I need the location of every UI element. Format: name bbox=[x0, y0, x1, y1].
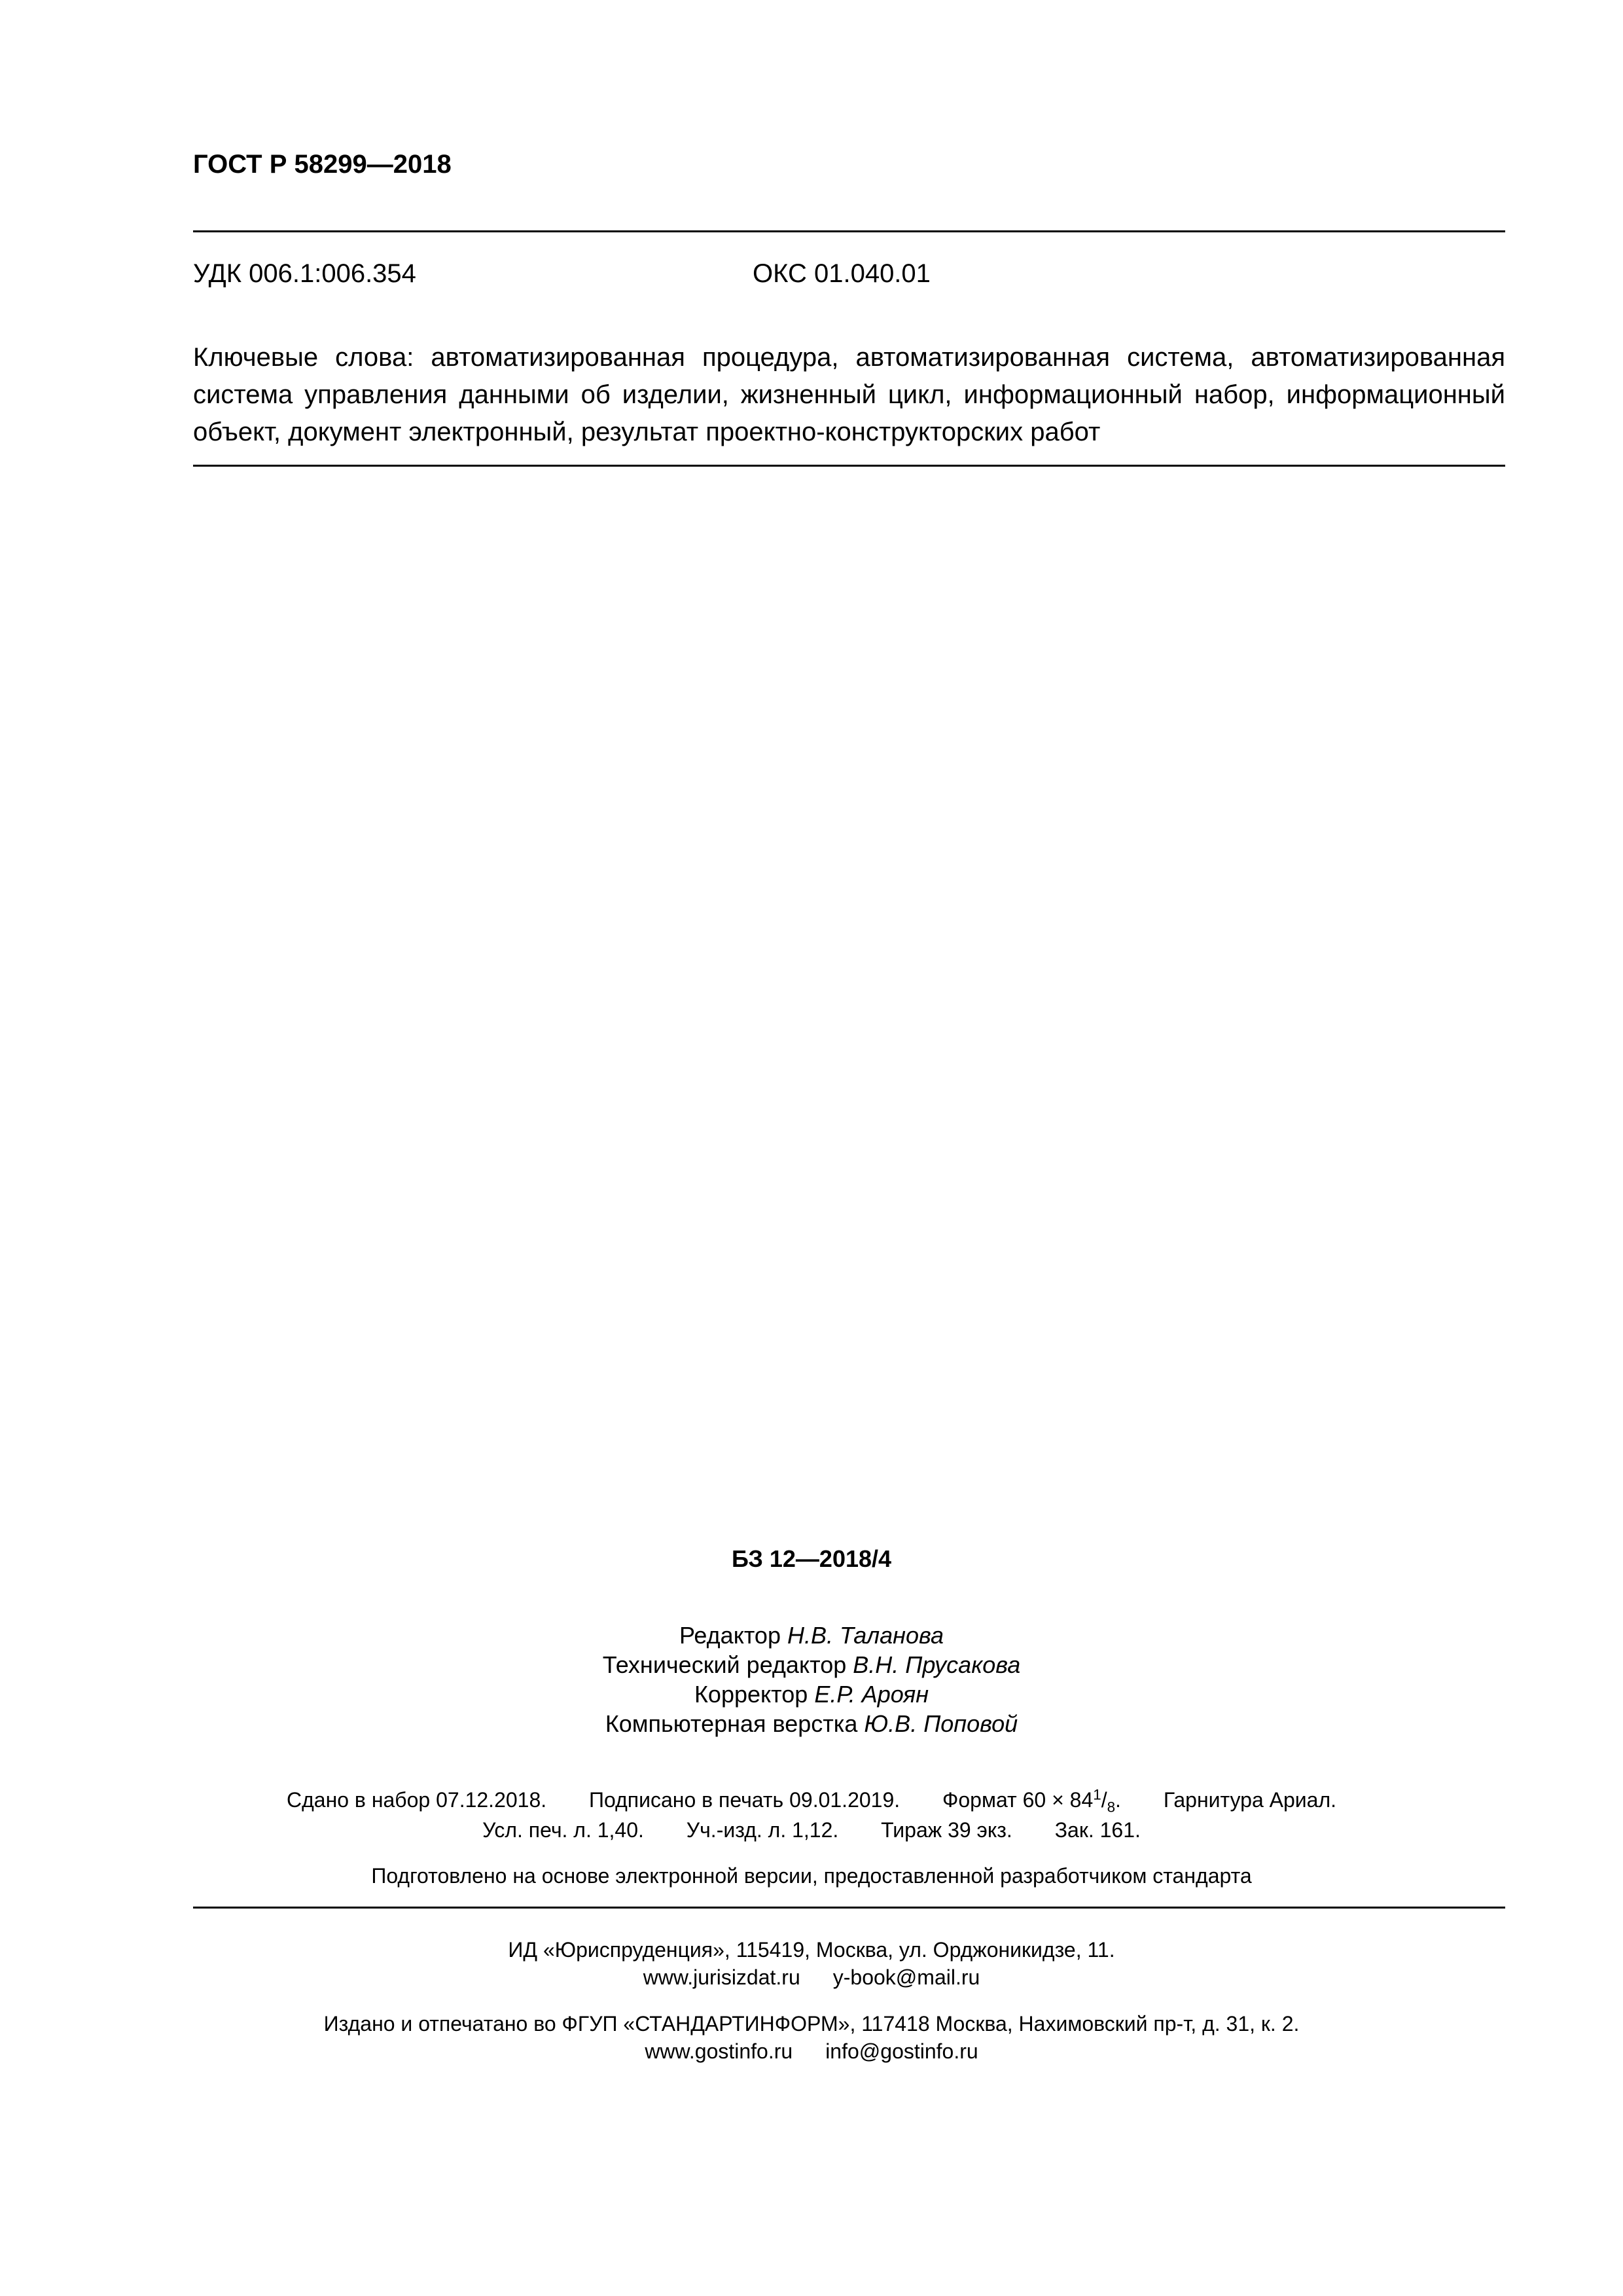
printer-website-link[interactable]: www.gostinfo.ru bbox=[645, 2039, 793, 2063]
oks-code: ОКС 01.040.01 bbox=[753, 259, 931, 288]
publisher-website-link[interactable]: www.jurisizdat.ru bbox=[643, 1965, 800, 1989]
publisher-address: ИД «Юриспруденция», 115419, Москва, ул. Орджоникидзе, 11. bbox=[508, 1938, 1115, 1962]
signed-date: Подписано в печать 09.01.2019. bbox=[589, 1788, 901, 1812]
print-sheets: Усл. печ. л. 1,40. bbox=[482, 1818, 644, 1842]
bz-number: БЗ 12—2018/4 bbox=[731, 1545, 892, 1572]
prepared-note: Подготовлено на основе электронной версии, предоставленной разработчиком стандарта bbox=[371, 1864, 1252, 1888]
credit-name: В.Н. Прусакова bbox=[853, 1651, 1021, 1678]
publishing-sheets: Уч.-изд. л. 1,12. bbox=[686, 1818, 839, 1842]
page-format: Формат $60 \times 84^1/_8$. bbox=[942, 1786, 1121, 1816]
credit-role: Редактор bbox=[679, 1622, 781, 1649]
printer-address: Издано и отпечатано во ФГУП «СТАНДАРТИНФОРМ», 117418 Москва, Нахимовский пр-т, д. 31, к. 2. bbox=[323, 2012, 1300, 2036]
print-details-line-2 bbox=[0, 1816, 1623, 1844]
credit-role: Корректор bbox=[694, 1681, 808, 1708]
imprint-divider bbox=[193, 1907, 1505, 1909]
publisher-email-link[interactable]: y-book@mail.ru bbox=[832, 1965, 980, 1989]
top-divider bbox=[193, 230, 1505, 232]
submitted-date: Сдано в набор 07.12.2018. bbox=[286, 1788, 547, 1812]
keywords-divider bbox=[193, 465, 1505, 467]
typeface: Гарнитура Ариал. bbox=[1163, 1788, 1337, 1812]
print-details-line-1 bbox=[0, 1786, 1623, 1814]
circulation: Тираж 39 экз. bbox=[881, 1818, 1012, 1842]
credit-editor bbox=[0, 1621, 1623, 1650]
printer-email-link[interactable]: info@gostinfo.ru bbox=[825, 2039, 978, 2063]
credit-name: Е.Р. Ароян bbox=[814, 1681, 929, 1708]
credit-proofreader bbox=[0, 1679, 1623, 1709]
keywords-paragraph: Ключевые слова: автоматизированная процедура, автоматизированная система, автоматизированная система управления данными об изделии, жизненный цикл, информационный набор, информационный объект, документ электронный, результат проектно-конструкторских работ bbox=[193, 343, 1505, 446]
credit-role: Технический редактор bbox=[602, 1651, 847, 1678]
credit-role: Компьютерная верстка bbox=[605, 1710, 858, 1737]
credit-layout bbox=[0, 1709, 1623, 1738]
udk-code: УДК 006.1:006.354 bbox=[193, 259, 416, 288]
order-number: Зак. 161. bbox=[1054, 1818, 1141, 1842]
publisher-contacts bbox=[0, 1964, 1623, 1991]
document-code: ГОСТ Р 58299—2018 bbox=[193, 150, 452, 179]
printer-contacts bbox=[0, 2037, 1623, 2065]
credit-tech-editor bbox=[0, 1650, 1623, 1679]
credit-name: Ю.В. Поповой bbox=[864, 1710, 1018, 1737]
credit-name: Н.В. Таланова bbox=[787, 1622, 944, 1649]
